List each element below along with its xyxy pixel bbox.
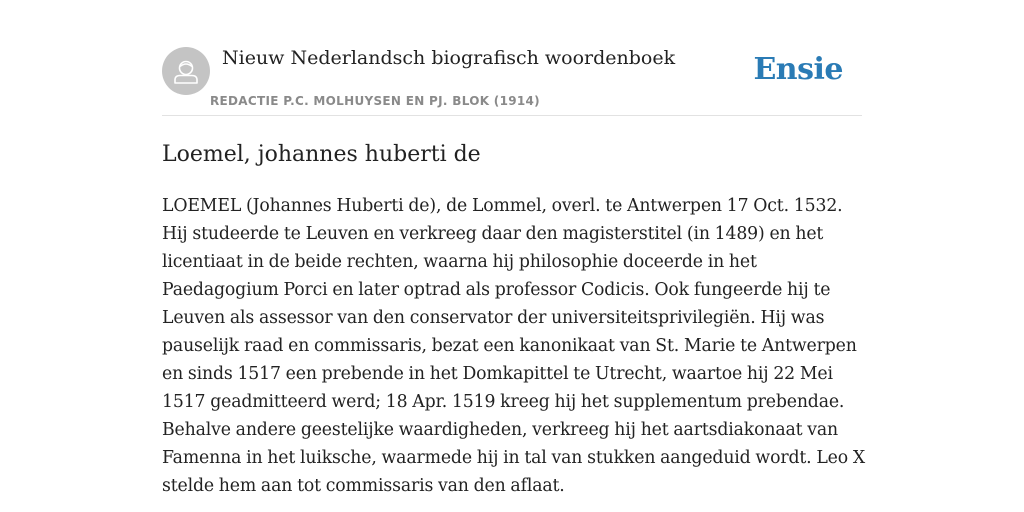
- author-avatar[interactable]: [162, 47, 210, 95]
- user-icon: [162, 47, 210, 95]
- entry-body: LOEMEL (Johannes Huberti de), de Lommel, overl. te Antwerpen 17 Oct. 1532. Hij studeerde te Leuven en verkreeg daar den magisterstitel (in 1489) en het licentiaat in de beide rechten, waarna hij philosophie doceerde in het Paedagogium Porci en later optrad als professor Codicis. Ook fungeerde hij te Leuven als assessor van den conservator der universiteitsprivilegiën. Hij was pauselijk raad en commissaris, bezat een kanonikaat van St. Marie te Antwerpen en sinds 1517 een prebende in het Domkapittel te Utrecht, waartoe hij 22 Mei 1517 geadmitteerd werd; 18 Apr. 1519 kreeg hij het supplementum prebendae. Behalve andere geestelijke waardigheden, verkreeg hij het aartsdiakonaat van Famenna in het luiksche, waarmede hij in tal van stukken aangeduid wordt. Leo X stelde hem aan tot commissaris van den aflaat.: [162, 196, 865, 496]
- entry-title: Loemel, johannes huberti de: [162, 142, 481, 167]
- ensie-logo[interactable]: Ensie: [753, 52, 843, 87]
- book-title[interactable]: Nieuw Nederlandsch biografisch woordenboek: [222, 47, 676, 69]
- editors-credit: REDACTIE P.C. MOLHUYSEN EN PJ. BLOK (1914): [210, 94, 540, 108]
- header: [162, 40, 862, 116]
